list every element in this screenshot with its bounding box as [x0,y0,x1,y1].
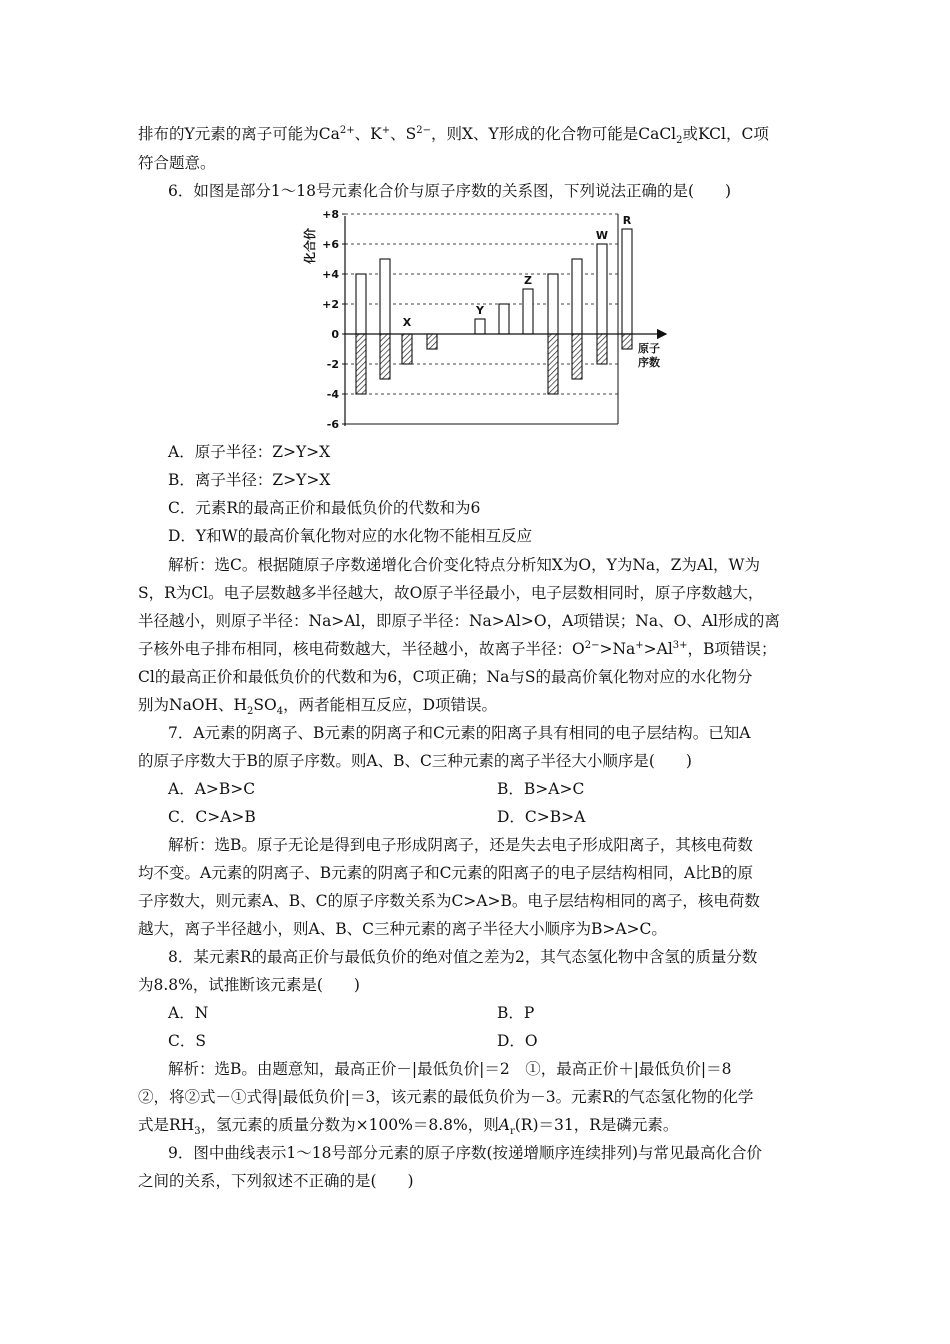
question-6: 6．如图是部分1～18号元素化合价与原子序数的关系图，下列说法正确的是( ) [168,182,732,200]
y-tick-label: -6 [326,418,339,431]
negative-valence-bar [402,334,412,364]
negative-valence-bar [356,334,366,394]
bar-label: Z [524,274,532,287]
text-line: 均不变。A元素的阴离子、B元素的阴离子和C元素的阳离子的电子层结构相同，A比B的原 [138,864,754,882]
option-6d: D．Y和W的最高价氧化物对应的水化物不能相互反应 [168,527,533,545]
negative-valence-bar [597,334,607,364]
bar-label: X [402,316,412,329]
x-axis-label-line2: 序数 [638,356,660,369]
option-6b: B．离子半径：Z>Y>X [168,471,331,489]
text-line: 为8.8%，试推断该元素是( ) [138,976,360,994]
positive-valence-bar [597,244,607,334]
negative-valence-bar [548,334,558,394]
positive-valence-bar [622,229,632,334]
y-tick-label: +8 [322,208,339,221]
y-tick-label: +6 [322,238,339,251]
text-line: 排布的Y元素的离子可能为$Ca^{2+}$、K+、$S^{2-}$，则X、Y形成的化合物可能是CaCl$_2$或KCl，C项 [138,124,769,147]
text-line: 子序数大，则元素A、B、C的原子序数关系为C>A>B。电子层结构相同的离子，核电荷数 [138,892,760,910]
text-line: 子核外电子排布相同，核电荷数越大，半径越小，故离子半径：$O^{2-}>Na^+>Al^{3+}$，B项错误； [138,639,777,658]
negative-valence-bar [380,334,390,379]
positive-valence-bar [475,319,485,334]
option-7c: C．C>A>B [168,808,256,826]
valence-chart [300,206,670,432]
bar-label: Y [476,304,484,317]
text-line: 别为NaOH、$H_2SO_4$，两者能相互反应，D项错误。 [138,696,498,718]
chart-svg [300,206,670,432]
option-7b: B．B>A>C [497,780,585,798]
answer-8: 解析：选B。由题意知，最高正价－|最低负价|＝2 ①，最高正价＋|最低负价|＝8 [168,1060,732,1078]
option-7d: D．C>B>A [497,808,586,826]
text-line: 的原子序数大于B的原子序数。则A、B、C三种元素的离子半径大小顺序是( ) [138,752,692,770]
positive-valence-bar [380,259,390,334]
y-tick-label: +2 [322,298,339,311]
text-line: ②，将②式－①式得|最低负价|＝3，该元素的最低负价为－3。元素R的气态氢化物的化学 [138,1088,754,1106]
bar-label: W [595,229,609,242]
option-6c: C．元素R的最高正价和最低负价的代数和为6 [168,499,481,517]
positive-valence-bar [356,274,366,334]
negative-valence-bar [427,334,437,349]
negative-valence-bar [572,334,582,379]
option-8b: B．P [497,1004,535,1022]
positive-valence-bar [548,274,558,334]
positive-valence-bar [572,259,582,334]
y-tick-label: -4 [326,388,339,401]
question-7: 7．A元素的阴离子、B元素的阴离子和C元素的阳离子具有相同的电子层结构。已知A [168,724,751,742]
text-line: 半径越小，则原子半径：Na>Al，即原子半径：Na>Al>O，A项错误；Na、O、Al形成的离 [138,612,780,630]
option-7a: A．A>B>C [168,780,256,798]
text-line: 越大，离子半径越小，则A、B、C三种元素的离子半径大小顺序为B>A>C。 [138,920,667,938]
option-8d: D．O [497,1032,538,1050]
question-8: 8．某元素R的最高正价与最低负价的绝对值之差为2，其气态氢化物中含氢的质量分数 [168,948,758,966]
text-line: S，R为Cl。电子层数越多半径越大，故O原子半径最小，电子层数相同时，原子序数越大， [138,584,764,602]
option-6a: A．原子半径：Z>Y>X [168,443,331,461]
positive-valence-bar [499,304,509,334]
bar-label: R [622,214,632,227]
negative-valence-bar [622,334,632,349]
y-axis-label: 化合价 [303,228,317,265]
text-line: 式是$RH_3$，氢元素的质量分数为×100%＝8.8%，则$A_r(R)=31$，R是磷元素。 [138,1116,679,1138]
y-tick-label: +4 [322,268,339,281]
option-8c: C．S [168,1032,206,1050]
y-tick-label: 0 [331,328,339,341]
x-axis-label-line1: 原子 [638,342,660,355]
y-tick-label: -2 [326,358,339,371]
question-9: 9．图中曲线表示1～18号部分元素的原子序数(按递增顺序连续排列)与常见最高化合价 [168,1144,763,1162]
positive-valence-bar [523,289,533,334]
answer-7: 解析：选B。原子无论是得到电子形成阴离子，还是失去电子形成阳离子，其核电荷数 [168,836,753,854]
answer-6: 解析：选C。根据随原子序数递增化合价变化特点分析知X为O，Y为Na，Z为Al，W为 [168,556,760,574]
text-line: Cl的最高正价和最低负价的代数和为6，C项正确；Na与S的最高价氧化物对应的水化物分 [138,668,753,686]
option-8a: A．N [168,1004,209,1022]
text-line: 符合题意。 [138,154,216,172]
text-line: 之间的关系，下列叙述不正确的是( ) [138,1172,414,1190]
